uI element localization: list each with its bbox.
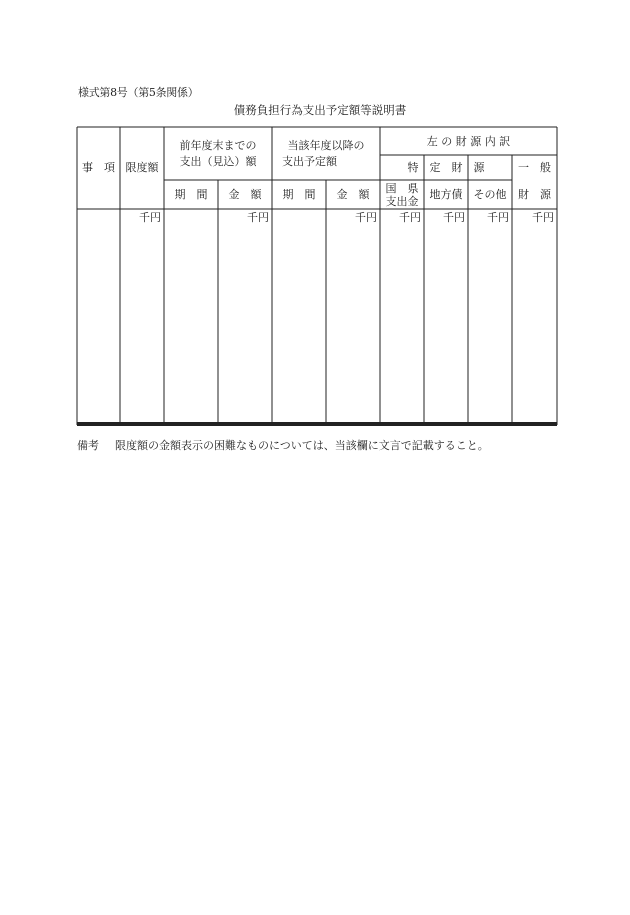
subheader-local-bond: 地方債 (429, 188, 463, 201)
unit-prior-amount: 千円 (247, 211, 269, 224)
subheader-planned-period: 期 間 (282, 188, 316, 201)
unit-local-bond: 千円 (443, 211, 465, 224)
header-prior-line2: 支出（見込）額 (179, 155, 257, 168)
unit-national: 千円 (399, 211, 421, 224)
subheader-prior-period: 期 間 (174, 188, 208, 201)
unit-general: 千円 (532, 211, 554, 224)
remarks-label: 備考 (77, 439, 99, 452)
header-specific-sources: 特 定 財 源 (407, 161, 485, 174)
header-breakdown: 左 の 財 源 内 訳 (426, 135, 511, 148)
subheader-national-line1: 国 県 (385, 182, 419, 195)
document-title: 債務負担行為支出予定額等説明書 (233, 103, 407, 117)
remarks (77, 437, 489, 453)
header-planned-line1: 当該年度以降の (287, 139, 365, 152)
unit-planned-amount: 千円 (355, 211, 377, 224)
unit-limit: 千円 (139, 211, 161, 224)
subheader-national-line2: 支出金 (385, 195, 419, 208)
remarks-text: 限度額の金額表示の困難なものについては、当該欄に文言で記載すること。 (115, 439, 489, 452)
subheader-prior-amount: 金 額 (228, 188, 262, 201)
header-limit: 限度額 (125, 161, 159, 174)
unit-other: 千円 (487, 211, 509, 224)
header-general-line2: 財 源 (518, 188, 551, 201)
form-number-label: 様式第8号（第5条関係） (78, 86, 199, 99)
header-item: 事 項 (82, 161, 115, 174)
header-prior-line1: 前年度末までの (179, 139, 257, 152)
subheader-other: その他 (473, 188, 507, 201)
header-general-line1: 一 般 (518, 161, 551, 174)
subheader-planned-amount: 金 額 (336, 188, 370, 201)
header-planned-line2: 支出予定額 (282, 155, 337, 168)
